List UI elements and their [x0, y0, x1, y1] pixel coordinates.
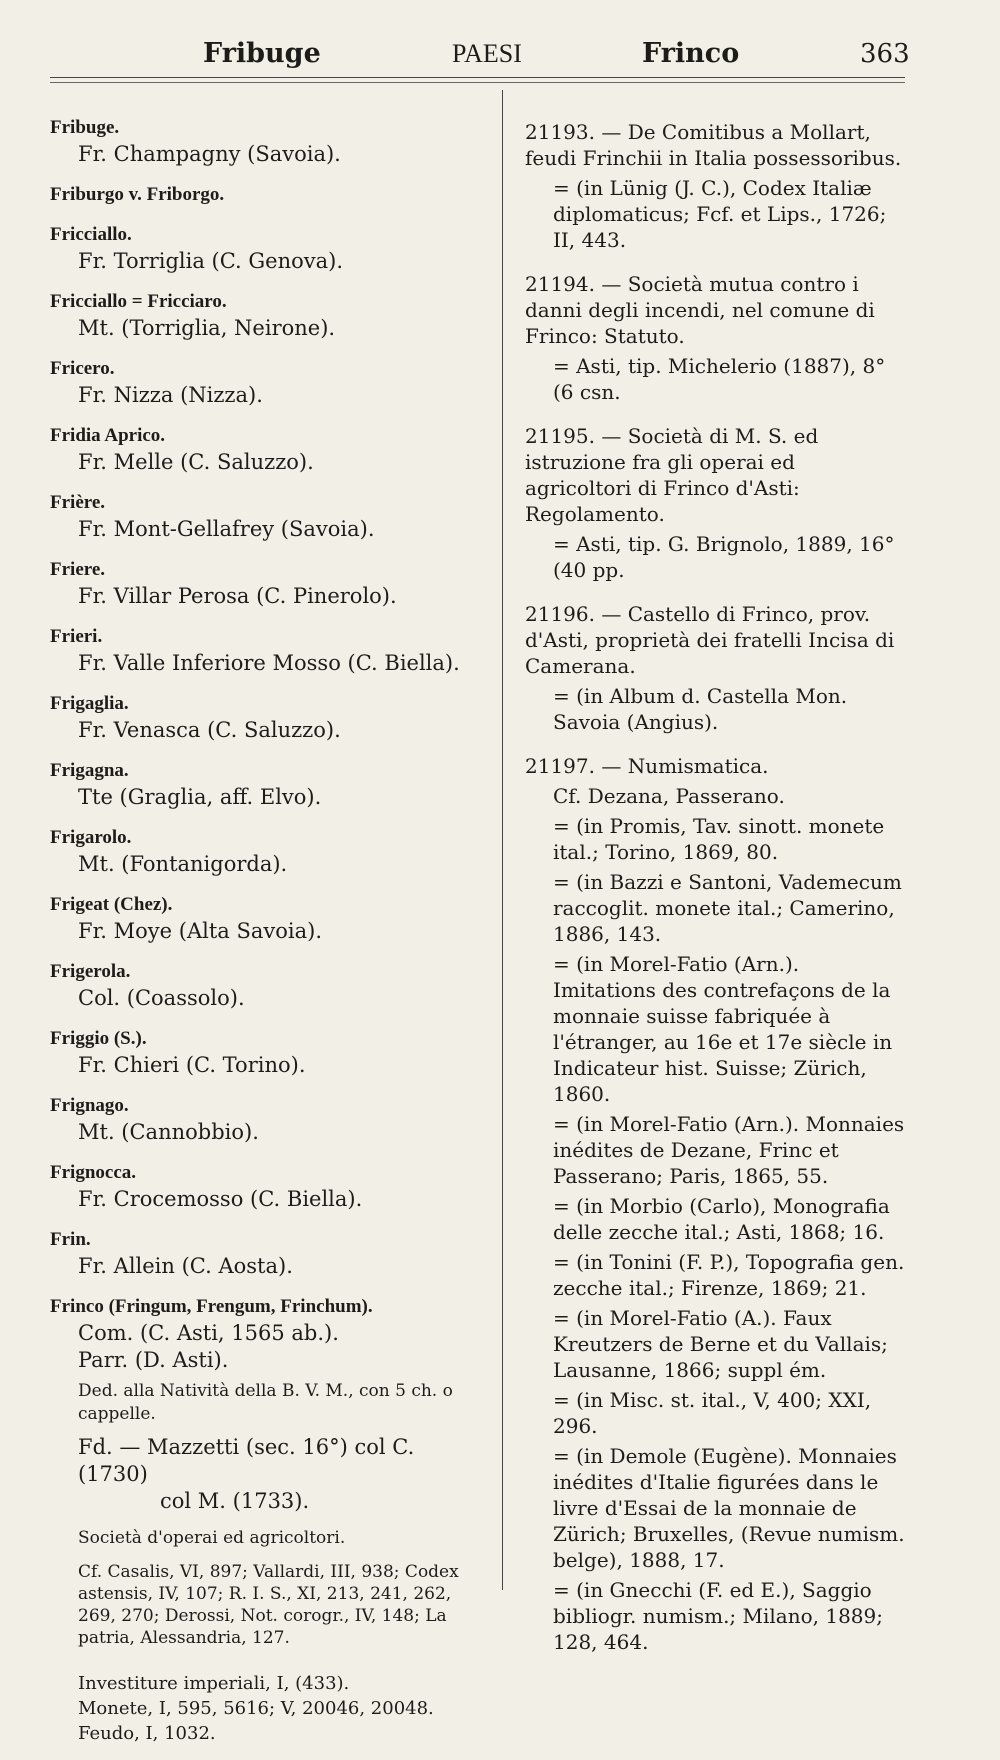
investiture-block — [50, 1671, 490, 1746]
entry-heading: Frigeat (Chez). — [50, 894, 173, 915]
place-entry — [50, 624, 490, 677]
bibliography-entry: 21193. — De Comitibus a Mollart, feudi Frinchii in Italia possessoribus. — [525, 120, 902, 170]
place-entry — [50, 356, 490, 409]
bibliography-reference: = (in Lünig (J. C.), Codex Italiæ diplomaticus; Fcf. et Lips., 1726; II, 443. — [553, 176, 887, 252]
entry-line: Col. (Coassolo). — [78, 986, 245, 1010]
entry-line: Fr. Nizza (Nizza). — [78, 383, 263, 407]
bibliography-entry: 21195. — Società di M. S. ed istruzione fra gli operai ed agricoltori di Frinco d'Asti: Regolamento. — [525, 424, 819, 526]
place-entry — [50, 423, 490, 476]
header-rule — [50, 77, 905, 78]
place-entry — [50, 1227, 490, 1280]
bibliography-entry: 21194. — Società mutua contro i danni degli incendi, nel comune di Frinco: Statuto. — [525, 272, 875, 348]
entry-line: Fr. Valle Inferiore Mosso (C. Biella). — [78, 651, 460, 675]
investiture-line: Investiture imperiali, I, (433). — [78, 1673, 350, 1694]
running-head-left: Fribuge — [203, 38, 321, 69]
page-header — [0, 38, 1000, 78]
entry-heading: Frinco (Fringum, Frengum, Frinchum). — [50, 1296, 373, 1317]
society-note: Società d'operai ed agricoltori. — [78, 1528, 346, 1548]
entry-heading: Fricciallo. — [50, 224, 132, 245]
entry-line: Fr. Villar Perosa (C. Pinerolo). — [78, 584, 397, 608]
place-entry — [50, 1160, 490, 1213]
entry-heading: Frière. — [50, 492, 106, 513]
place-entry — [50, 892, 490, 945]
bibliography-reference: = (in Morel-Fatio (Arn.). Imitations des contrefaçons de la monnaie suisse fabriquée à l'étranger, au 16e et 17e siècle in Indicateur hist. Suisse; Zürich, 1860. — [553, 952, 893, 1106]
bibliography-entry: 21197. — Numismatica. — [525, 754, 769, 778]
column-divider — [502, 90, 503, 1590]
entry-line: Mt. (Fontanigorda). — [78, 852, 288, 876]
place-entry — [50, 115, 490, 168]
fd-line: col M. (1733). — [160, 1489, 310, 1513]
place-entry — [50, 1026, 490, 1079]
investiture-line: Monete, I, 595, 5616; V, 20046, 20048. — [78, 1698, 434, 1719]
place-entry — [50, 1093, 490, 1146]
entry-line: Fr. Mont-Gellafrey (Savoia). — [78, 517, 375, 541]
entry-heading: Fricero. — [50, 358, 115, 379]
header-rule-secondary — [50, 82, 905, 83]
entry-line: Com. (C. Asti, 1565 ab.). — [78, 1321, 339, 1345]
place-entry — [50, 691, 490, 744]
entry-heading: Frigarolo. — [50, 827, 132, 848]
running-head-right: Frinco — [642, 38, 740, 69]
entry-line: Fr. Chieri (C. Torino). — [78, 1053, 306, 1077]
dedication-note: Ded. alla Natività della B. V. M., con 5 ch. o cappelle. — [78, 1381, 453, 1424]
fd-line: Fd. — Mazzetti (sec. 16°) col C. (1730) — [78, 1435, 415, 1486]
entry-line: Fr. Moye (Alta Savoia). — [78, 919, 322, 943]
frinco-entry — [50, 1294, 490, 1746]
bibliography-reference: = (in Morel-Fatio (A.). Faux Kreutzers de Berne et du Vallais; Lausanne, 1866; suppl ém. — [553, 1306, 888, 1382]
bibliography-reference: = (in Morel-Fatio (Arn.). Monnaies inédites de Dezane, Frinc et Passerano; Paris, 1865, 55. — [553, 1112, 905, 1188]
entry-heading: Frigerola. — [50, 961, 131, 982]
entry-line: Parr. (D. Asti). — [78, 1348, 229, 1372]
bibliography-entry: 21196. — Castello di Frinco, prov. d'Asti, proprietà dei fratelli Incisa di Camerana. — [525, 602, 895, 678]
entry-heading: Fridia Aprico. — [50, 425, 166, 446]
bibliography-reference: = (in Misc. st. ital., V, 400; XXI, 296. — [553, 1388, 872, 1438]
place-entry — [50, 959, 490, 1012]
place-entry — [50, 182, 490, 208]
place-entry — [50, 289, 490, 342]
left-column — [50, 115, 490, 1760]
bibliography-reference: = Asti, tip. Michelerio (1887), 8° (6 csn. — [553, 354, 886, 404]
bibliography-reference: = (in Morbio (Carlo), Monografia delle zecche ital.; Asti, 1868; 16. — [553, 1194, 890, 1244]
bibliography-reference: = (in Album d. Castella Mon. Savoia (Angius). — [553, 684, 848, 734]
entry-heading: Fricciallo = Fricciaro. — [50, 291, 227, 312]
entry-heading: Frin. — [50, 1229, 91, 1250]
bibliography-reference: = (in Gnecchi (F. ed E.), Saggio bibliogr. numism.; Milano, 1889; 128, 464. — [553, 1578, 883, 1654]
entry-line: Tte (Graglia, aff. Elvo). — [78, 785, 322, 809]
entry-line: Mt. (Cannobbio). — [78, 1120, 259, 1144]
bibliography-reference: = (in Demole (Eugène). Monnaies inédites d'Italie figurées dans le livre d'Essai de la monnaie de Zürich; Bruxelles, (Revue numism. belge), 1888, 17. — [553, 1444, 905, 1572]
entry-heading: Frigagna. — [50, 760, 129, 781]
entry-line: Mt. (Torriglia, Neirone). — [78, 316, 336, 340]
entry-heading: Friggio (S.). — [50, 1028, 147, 1049]
investiture-line: Feudo, I, 1032. — [78, 1723, 216, 1744]
bibliography-reference: = (in Promis, Tav. sinott. monete ital.; Torino, 1869, 80. — [553, 814, 885, 864]
entry-line: Fr. Champagny (Savoia). — [78, 142, 341, 166]
bibliography-reference: = Asti, tip. G. Brignolo, 1889, 16° (40 pp. — [553, 532, 895, 582]
right-column — [525, 115, 905, 1655]
bibliography-reference: Cf. Dezana, Passerano. — [553, 784, 785, 808]
entry-heading: Friburgo v. Friborgo. — [50, 184, 225, 205]
entry-heading: Frignocca. — [50, 1162, 137, 1183]
place-entry — [50, 758, 490, 811]
entry-heading: Frigaglia. — [50, 693, 129, 714]
entry-heading: Fribuge. — [50, 117, 120, 138]
entry-line: Fr. Melle (C. Saluzzo). — [78, 450, 314, 474]
entry-heading: Frieri. — [50, 626, 103, 647]
entry-heading: Frignago. — [50, 1095, 129, 1116]
place-entry — [50, 222, 490, 275]
entry-line: Fr. Torriglia (C. Genova). — [78, 249, 344, 273]
bibliography-reference: = (in Bazzi e Santoni, Vademecum raccoglit. monete ital.; Camerino, 1886, 143. — [553, 870, 902, 946]
place-entry — [50, 490, 490, 543]
running-head-center: PAESI — [452, 39, 522, 68]
entry-heading: Friere. — [50, 559, 106, 580]
entry-line: Fr. Crocemosso (C. Biella). — [78, 1187, 363, 1211]
bibliography-reference: = (in Tonini (F. P.), Topografia gen. zecche ital.; Firenze, 1869; 21. — [553, 1250, 905, 1300]
entry-line: Fr. Allein (C. Aosta). — [78, 1254, 293, 1278]
place-entry — [50, 557, 490, 610]
place-entry — [50, 825, 490, 878]
entry-line: Fr. Venasca (C. Saluzzo). — [78, 718, 341, 742]
cf-note: Cf. Casalis, VI, 897; Vallardi, III, 938; Codex astensis, IV, 107; R. I. S., XI, 213, 241, 262, 269, 270; Derossi, Not. corogr., IV, 148; La patria, Alessandria, 127. — [78, 1562, 459, 1648]
page-number: 363 — [860, 39, 910, 69]
